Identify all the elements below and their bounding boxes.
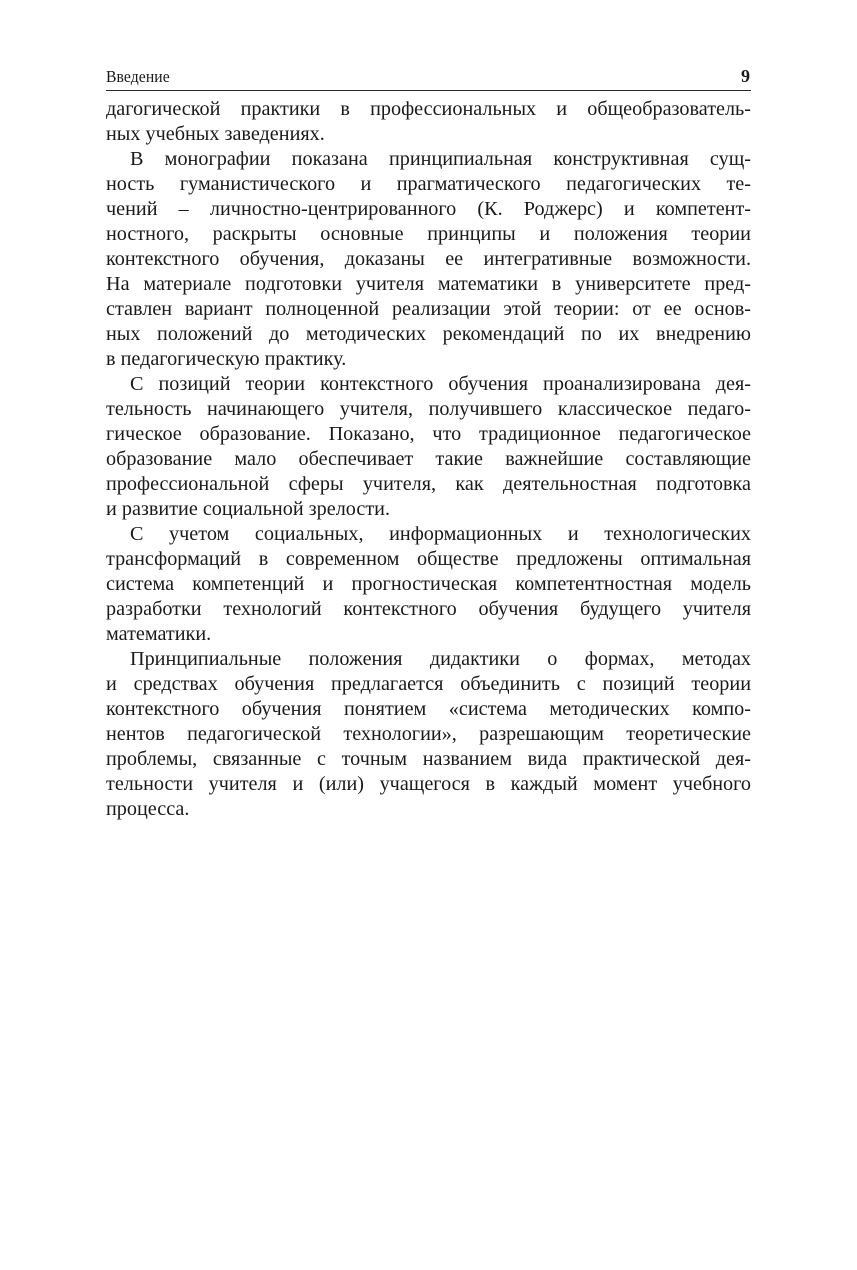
paragraph	[106, 147, 751, 372]
text-line: тельности учителя и (или) учащегося в каждый момент учебного	[106, 773, 751, 795]
text-line: контекстного обучения понятием «система методических компо-	[106, 698, 751, 720]
text-line: ных положений до методических рекомендаций по их внедрению	[106, 323, 751, 345]
running-header	[106, 66, 751, 91]
text-line: С позиций теории контекстного обучения проанализирована дея-	[130, 373, 751, 395]
text-line: Принципиальные положения дидактики о формах, методах	[130, 648, 751, 670]
text-line: тельность начинающего учителя, получившего классическое педаго-	[106, 398, 751, 420]
text-line: образование мало обеспечивает такие важнейшие составляющие	[106, 448, 751, 470]
paragraph	[106, 647, 751, 822]
text-line: С учетом социальных, информационных и технологических	[130, 523, 751, 545]
text-line: процесса.	[106, 798, 190, 820]
text-line: дагогической практики в профессиональных и общеобразователь-	[106, 98, 751, 120]
text-line: контекстного обучения, доказаны ее интегративные возможности.	[106, 248, 751, 270]
text-line: чений – личностно-центрированного (К. Роджерс) и компетент-	[106, 198, 751, 220]
text-line: профессиональной сферы учителя, как деятельностная подготовка	[106, 473, 751, 495]
text-line: На материале подготовки учителя математики в университете пред-	[106, 273, 751, 295]
text-line: разработки технологий контекстного обучения будущего учителя	[106, 598, 751, 620]
text-line: и развитие социальной зрелости.	[106, 498, 391, 520]
text-line: в педагогическую практику.	[106, 348, 347, 370]
section-title: Введение	[106, 67, 170, 86]
text-line: ностного, раскрыты основные принципы и положения теории	[106, 223, 751, 245]
paragraph	[106, 372, 751, 522]
text-line: ность гуманистического и прагматического педагогических те-	[106, 173, 751, 195]
text-line: гическое образование. Показано, что традиционное педагогическое	[106, 423, 751, 445]
text-line: нентов педагогической технологии», разрешающим теоретические	[106, 723, 751, 745]
body-text	[106, 97, 751, 822]
text-line: математики.	[106, 623, 212, 645]
paragraph	[106, 522, 751, 647]
text-line: трансформаций в современном обществе предложены оптимальная	[106, 548, 751, 570]
text-line: В монографии показана принципиальная конструктивная сущ-	[130, 148, 751, 170]
page-number: 9	[741, 66, 750, 86]
text-line: проблемы, связанные с точным названием вида практической дея-	[106, 748, 751, 770]
text-line: ставлен вариант полноценной реализации этой теории: от ее основ-	[106, 298, 751, 320]
text-line: система компетенций и прогностическая компетентностная модель	[106, 573, 751, 595]
text-line: ных учебных заведениях.	[106, 123, 325, 145]
paragraph	[106, 97, 751, 147]
book-page	[106, 66, 751, 822]
text-line: и средствах обучения предлагается объединить с позиций теории	[106, 673, 751, 695]
